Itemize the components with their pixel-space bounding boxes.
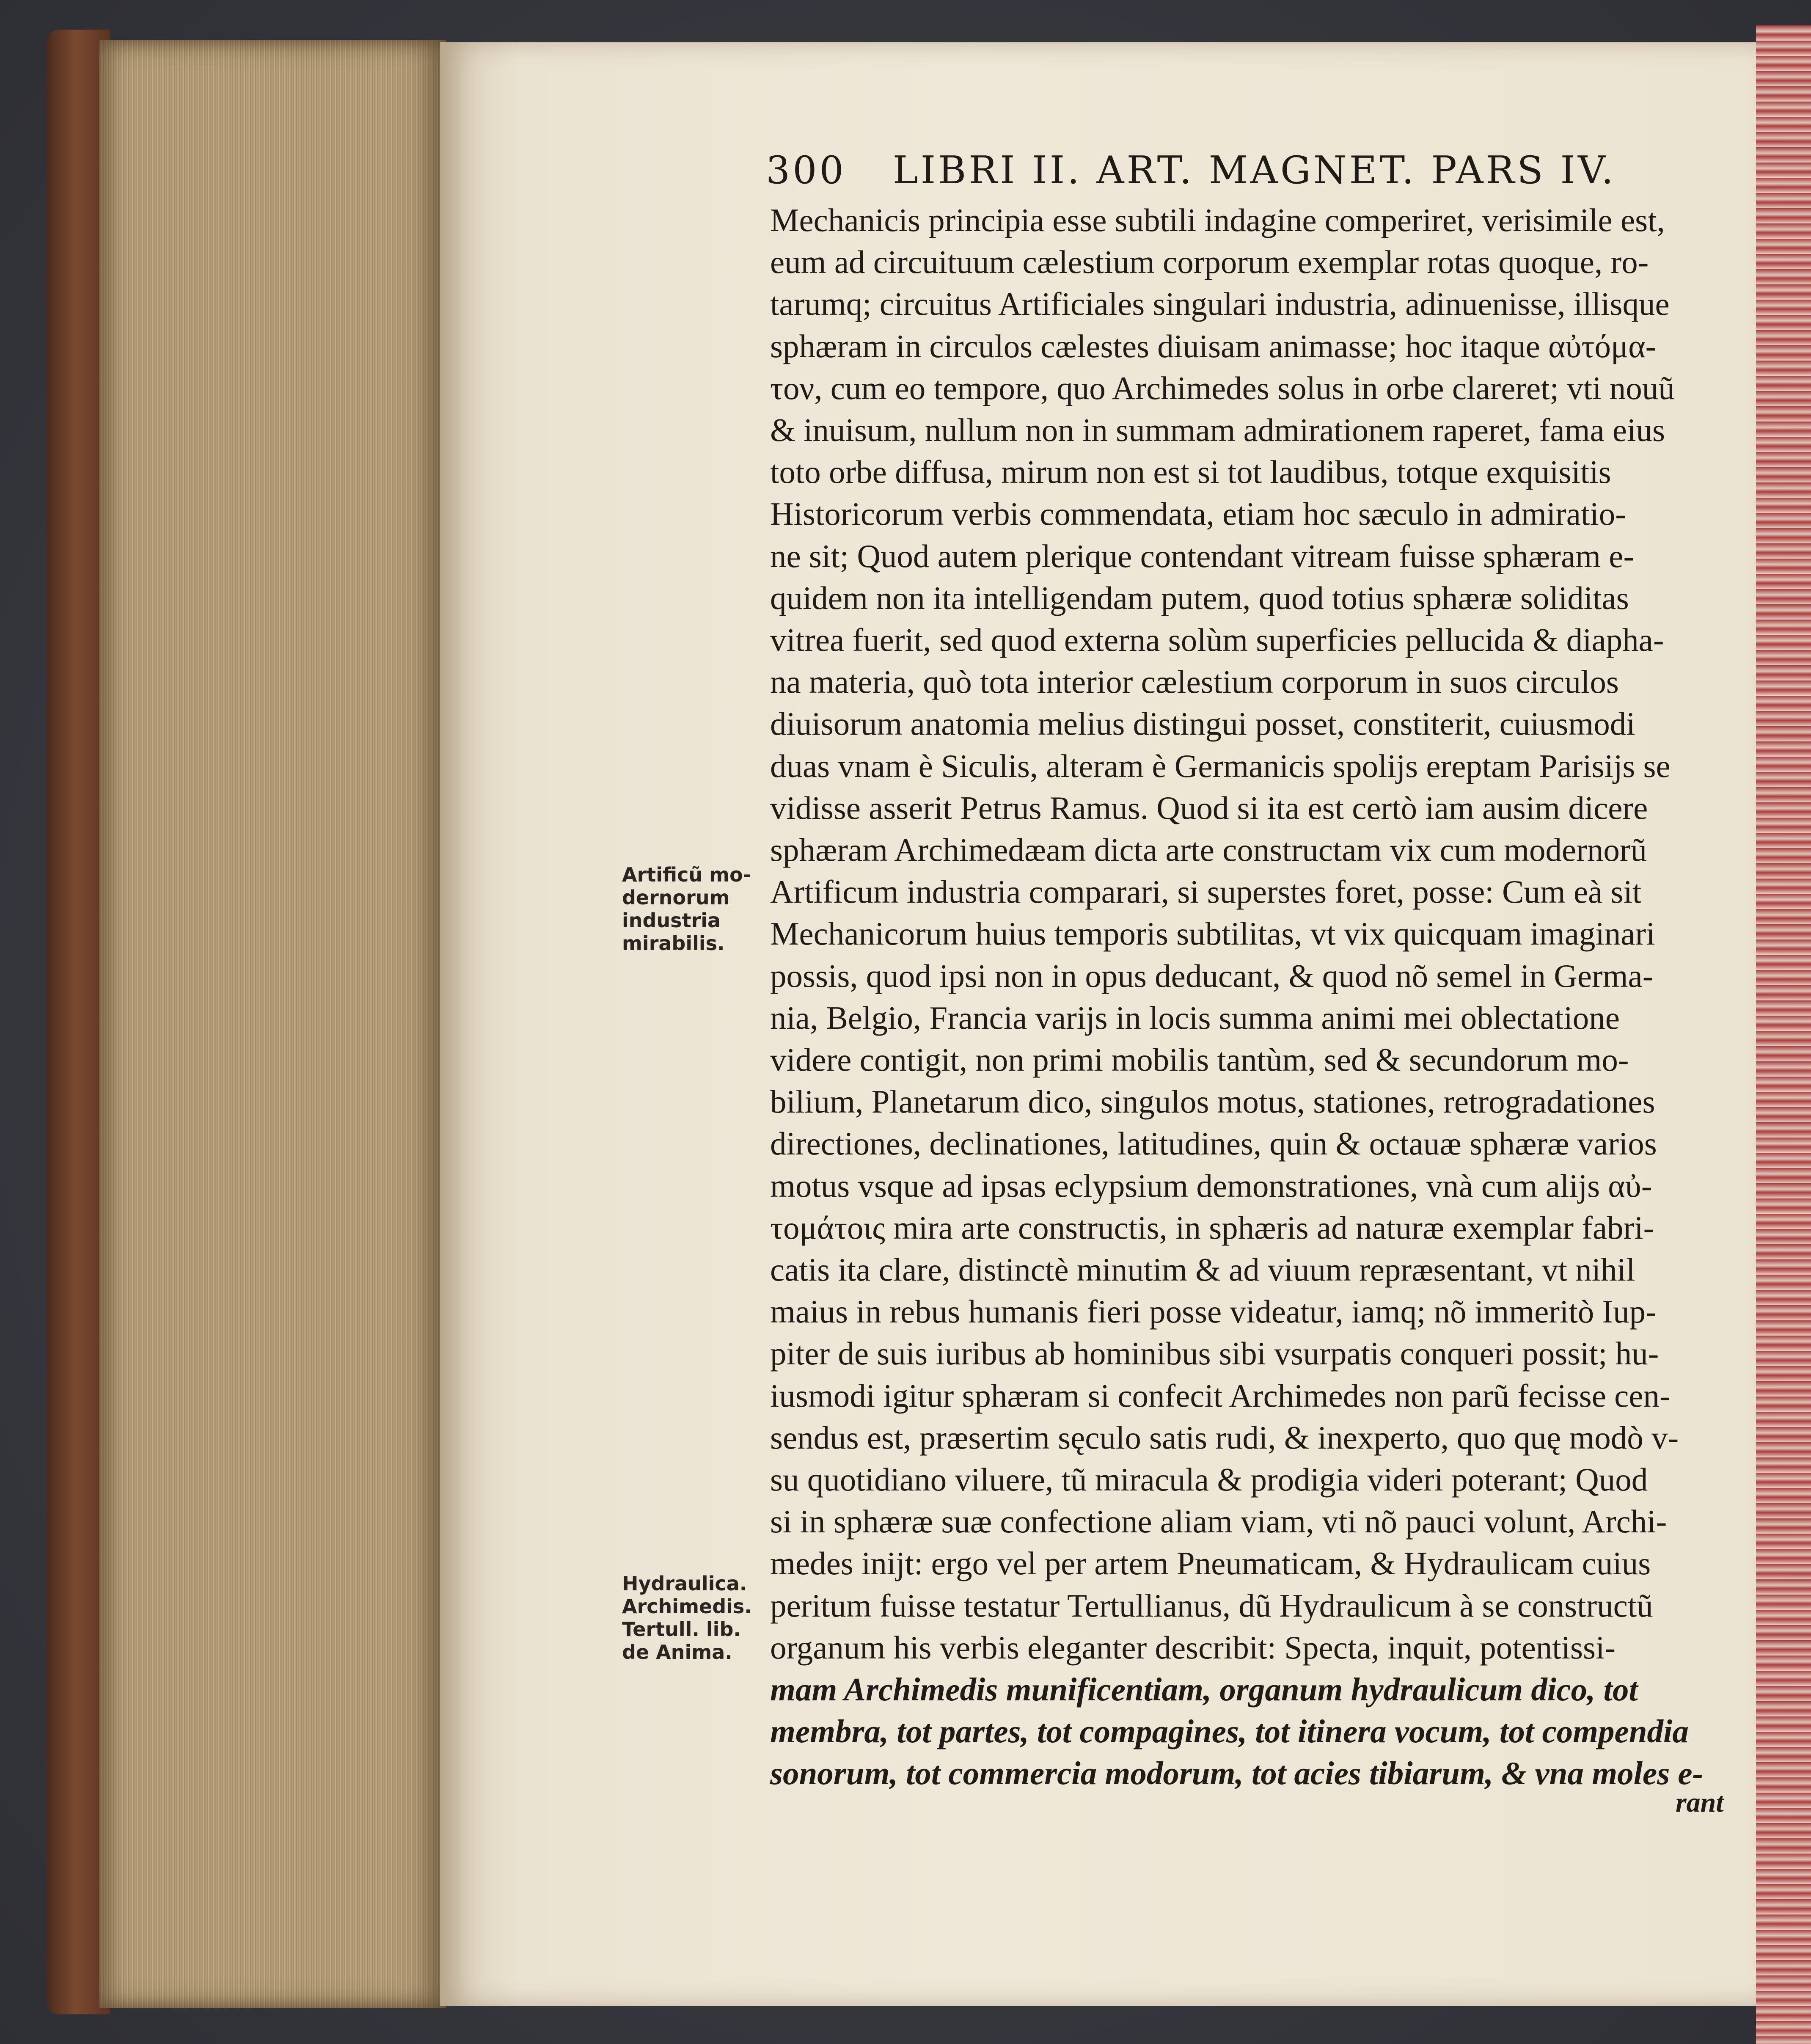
text-line: na materia, quò tota interior cælestium corporum in suos circulos: [770, 664, 1619, 700]
text-line: diuisorum anatomia melius distingui posset, constiterit, cuiusmodi: [770, 705, 1635, 742]
text-line: Mechanicis principia esse subtili indagine comperiret, verisimile est,: [770, 202, 1665, 238]
text-line: maius in rebus humanis fieri posse videatur, iamq; nõ immeritò Iup-: [770, 1293, 1657, 1330]
text-line: Artificum industria comparari, si superstes foret, posse: Cum eà sit: [770, 873, 1642, 910]
text-line: medes inijt: ergo vel per artem Pneumaticam, & Hydraulicam cuius: [770, 1545, 1651, 1582]
margin-note-line: dernorum: [622, 886, 730, 909]
text-line: bilium, Planetarum dico, singulos motus, stationes, retrogradationes: [770, 1083, 1655, 1120]
margin-note-line: industria: [622, 909, 721, 932]
facing-page-red-edge: [1756, 25, 1811, 2044]
text-line: sonorum, tot commercia modorum, tot acies tibiarum, & vna moles e-: [770, 1755, 1704, 1792]
text-line: catis ita clare, distinctè minutim & ad viuum repræsentant, vt nihil: [770, 1251, 1635, 1288]
text-line: vidisse asserit Petrus Ramus. Quod si ita est certò iam ausim dicere: [770, 789, 1648, 826]
text-line: ne sit; Quod autem plerique contendant vitream fuisse sphæram e-: [770, 537, 1635, 574]
text-line: τον, cum eo tempore, quo Archimedes solus in orbe clareret; vti nouũ: [770, 369, 1675, 406]
text-line: videre contigit, non primi mobilis tantùm, sed & secundorum mo-: [770, 1041, 1629, 1078]
margin-note-hydraulica: [622, 1572, 752, 1664]
margin-note-line: mirabilis.: [622, 932, 725, 955]
text-line: mam Archimedis munificentiam, organum hydraulicum dico, tot: [770, 1671, 1638, 1708]
text-line: Mechanicorum huius temporis subtilitas, vt vix quicquam imaginari: [770, 915, 1655, 952]
margin-note-artificum: [622, 863, 751, 955]
text-line: toto orbe diffusa, mirum non est si tot laudibus, totque exquisitis: [770, 454, 1611, 490]
text-line: vitrea fuerit, sed quod externa solùm superficies pellucida & diapha-: [770, 622, 1664, 658]
text-line: eum ad circuituum cælestium corporum exemplar rotas quoque, ro-: [770, 244, 1649, 281]
text-line: tarumq; circuitus Artificiales singulari industria, adinuenisse, illisque: [770, 286, 1670, 322]
text-line: & inuisum, nullum non in summam admirationem raperet, fama eius: [770, 412, 1665, 448]
text-line: duas vnam è Siculis, alteram è Germanicis spolijs ereptam Parisijs se: [770, 747, 1671, 784]
margin-note-line: Hydraulica.: [622, 1572, 747, 1595]
text-line: sphæram in circulos cælestes diuisam animasse; hoc itaque αὐτόμα-: [770, 328, 1657, 364]
text-line: motus vsque ad ipsas eclypsium demonstrationes, vnà cum alijs αὐ-: [770, 1167, 1652, 1204]
margin-note-line: Artificũ mo-: [622, 863, 751, 886]
text-line: τομάτοις mira arte constructis, in sphæris ad naturæ exemplar fabri-: [770, 1209, 1654, 1246]
text-line: organum his verbis eleganter describit: Specta, inquit, potentissi-: [770, 1629, 1616, 1666]
text-line: iusmodi igitur sphæram si confecit Archimedes non parũ fecisse cen-: [770, 1377, 1671, 1414]
text-line: peritum fuisse testatur Tertullianus, dũ Hydraulicum à se constructũ: [770, 1587, 1653, 1624]
text-line: membra, tot partes, tot compagines, tot itinera vocum, tot compendia: [770, 1713, 1689, 1750]
page-number: 300: [766, 148, 846, 193]
page-block-edges: [99, 40, 446, 2008]
text-line: su quotidiano viluere, tũ miracula & prodigia videri poterant; Quod: [770, 1461, 1648, 1498]
text-line: possis, quod ipsi non in opus deducant, & quod nõ semel in Germa-: [770, 957, 1654, 994]
text-line: sphæram Archimedæam dicta arte constructam vix cum modernorũ: [770, 832, 1647, 868]
catchword: rant: [1676, 1787, 1724, 1818]
margin-note-line: Tertull. lib.: [622, 1618, 741, 1641]
running-title: LIBRI II. ART. MAGNET. PARS IV.: [892, 148, 1616, 193]
text-line: sendus est, præsertim sęculo satis rudi, & inexperto, quo quę modò v-: [770, 1419, 1679, 1456]
text-line: directiones, declinationes, latitudines, quin & octauæ sphæræ varios: [770, 1125, 1657, 1162]
running-header: [766, 148, 1659, 195]
margin-note-line: Archimedis.: [622, 1595, 752, 1618]
text-line: Historicorum verbis commendata, etiam hoc sæculo in admiratio-: [770, 496, 1626, 532]
text-line: quidem non ita intelligendam putem, quod totius sphæræ soliditas: [770, 579, 1629, 616]
margin-note-line: de Anima.: [622, 1641, 732, 1664]
text-line: piter de suis iuribus ab hominibus sibi vsurpatis conqueri possit; hu-: [770, 1335, 1659, 1372]
text-line: si in sphæræ suæ confectione aliam viam, vti nõ pauci volunt, Archi-: [770, 1503, 1667, 1540]
text-line: nia, Belgio, Francia varijs in locis summa animi mei oblectatione: [770, 999, 1620, 1036]
